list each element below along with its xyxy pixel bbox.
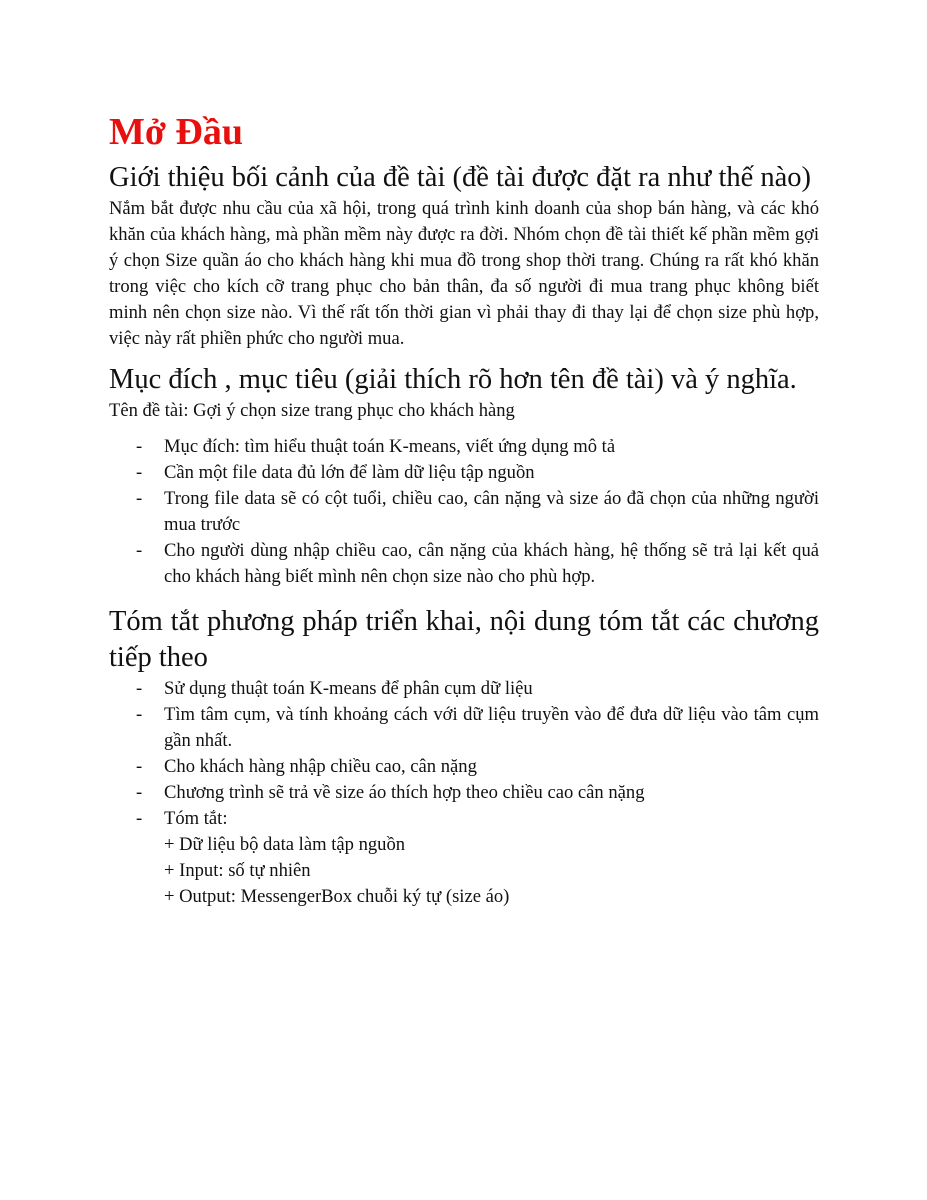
purpose-list [109, 434, 819, 590]
dash-bullet: - [136, 678, 143, 699]
dash-bullet: - [136, 462, 143, 483]
list-item-text: Cho khách hàng nhập chiều cao, cân nặng [164, 756, 477, 777]
dash-bullet: - [136, 540, 143, 561]
summary-label: Tóm tắt: [164, 808, 228, 829]
context-paragraph: Nắm bắt được nhu cầu của xã hội, trong quá trình kinh doanh của shop bán hàng, và các khó khăn của khách hàng, mà phần mềm này được ra đời. Nhóm chọn đề tài thiết kế phần mềm gợi ý chọn Size quần áo cho khách hàng khi mua đồ trong shop thời trang. Chúng ra rất khó khăn trong việc cho kích cỡ trang phục cho bản thân, đa số người đi mua trang phục không biết minh nên chọn size nào. Vì thế rất tốn thời gian vì phải thay đi thay lại để chọn size phù hợp, việc này rất phiền phức cho người mua. [109, 198, 819, 349]
summary-line-input: + Input: số tự nhiên [164, 860, 311, 881]
list-item [109, 702, 819, 754]
section-heading-context: Giới thiệu bối cảnh của đề tài (đề tài được đặt ra như thế nào) [109, 162, 812, 193]
list-item [109, 460, 819, 486]
dash-bullet: - [136, 808, 143, 829]
page-content [109, 108, 819, 910]
method-list [109, 676, 819, 910]
dash-bullet: - [136, 704, 143, 725]
list-item [109, 434, 819, 460]
list-item-text: Chương trình sẽ trả về size áo thích hợp theo chiều cao cân nặng [164, 782, 645, 803]
dash-bullet: - [136, 436, 143, 457]
list-item [109, 754, 819, 780]
dash-bullet: - [136, 488, 143, 509]
section-heading-method: Tóm tắt phương pháp triển khai, nội dung tóm tắt các chương tiếp theo [109, 606, 819, 673]
summary-line-data: + Dữ liệu bộ data làm tập nguồn [164, 834, 406, 855]
section-heading-purpose: Mục đích , mục tiêu (giải thích rõ hơn tên đề tài) và ý nghĩa. [109, 364, 797, 395]
list-item-summary [109, 806, 819, 910]
list-item [109, 486, 819, 538]
dash-bullet: - [136, 782, 143, 803]
list-item-text: Mục đích: tìm hiểu thuật toán K-means, viết ứng dụng mô tả [164, 436, 616, 457]
topic-name-line: Tên đề tài: Gợi ý chọn size trang phục cho khách hàng [109, 400, 515, 421]
list-item [109, 780, 819, 806]
list-item-text: Sử dụng thuật toán K-means để phân cụm dữ liệu [164, 678, 533, 699]
list-item-text: Tìm tâm cụm, và tính khoảng cách với dữ liệu truyền vào để đưa dữ liệu vào tâm cụm gần nhất. [164, 704, 819, 751]
dash-bullet: - [136, 756, 143, 777]
list-item [109, 538, 819, 590]
list-item-text: Cho người dùng nhập chiều cao, cân nặng của khách hàng, hệ thống sẽ trả lại kết quả cho khách hàng biết mình nên chọn size nào cho phù hợp. [164, 540, 819, 587]
summary-line-output: + Output: MessengerBox chuỗi ký tự (size áo) [164, 886, 510, 907]
list-item [109, 676, 819, 702]
document-title: Mở Đầu [109, 111, 243, 153]
list-item-text: Cần một file data đủ lớn để làm dữ liệu tập nguồn [164, 462, 535, 483]
list-item-text: Trong file data sẽ có cột tuổi, chiều cao, cân nặng và size áo đã chọn của những người mua trước [164, 488, 819, 535]
